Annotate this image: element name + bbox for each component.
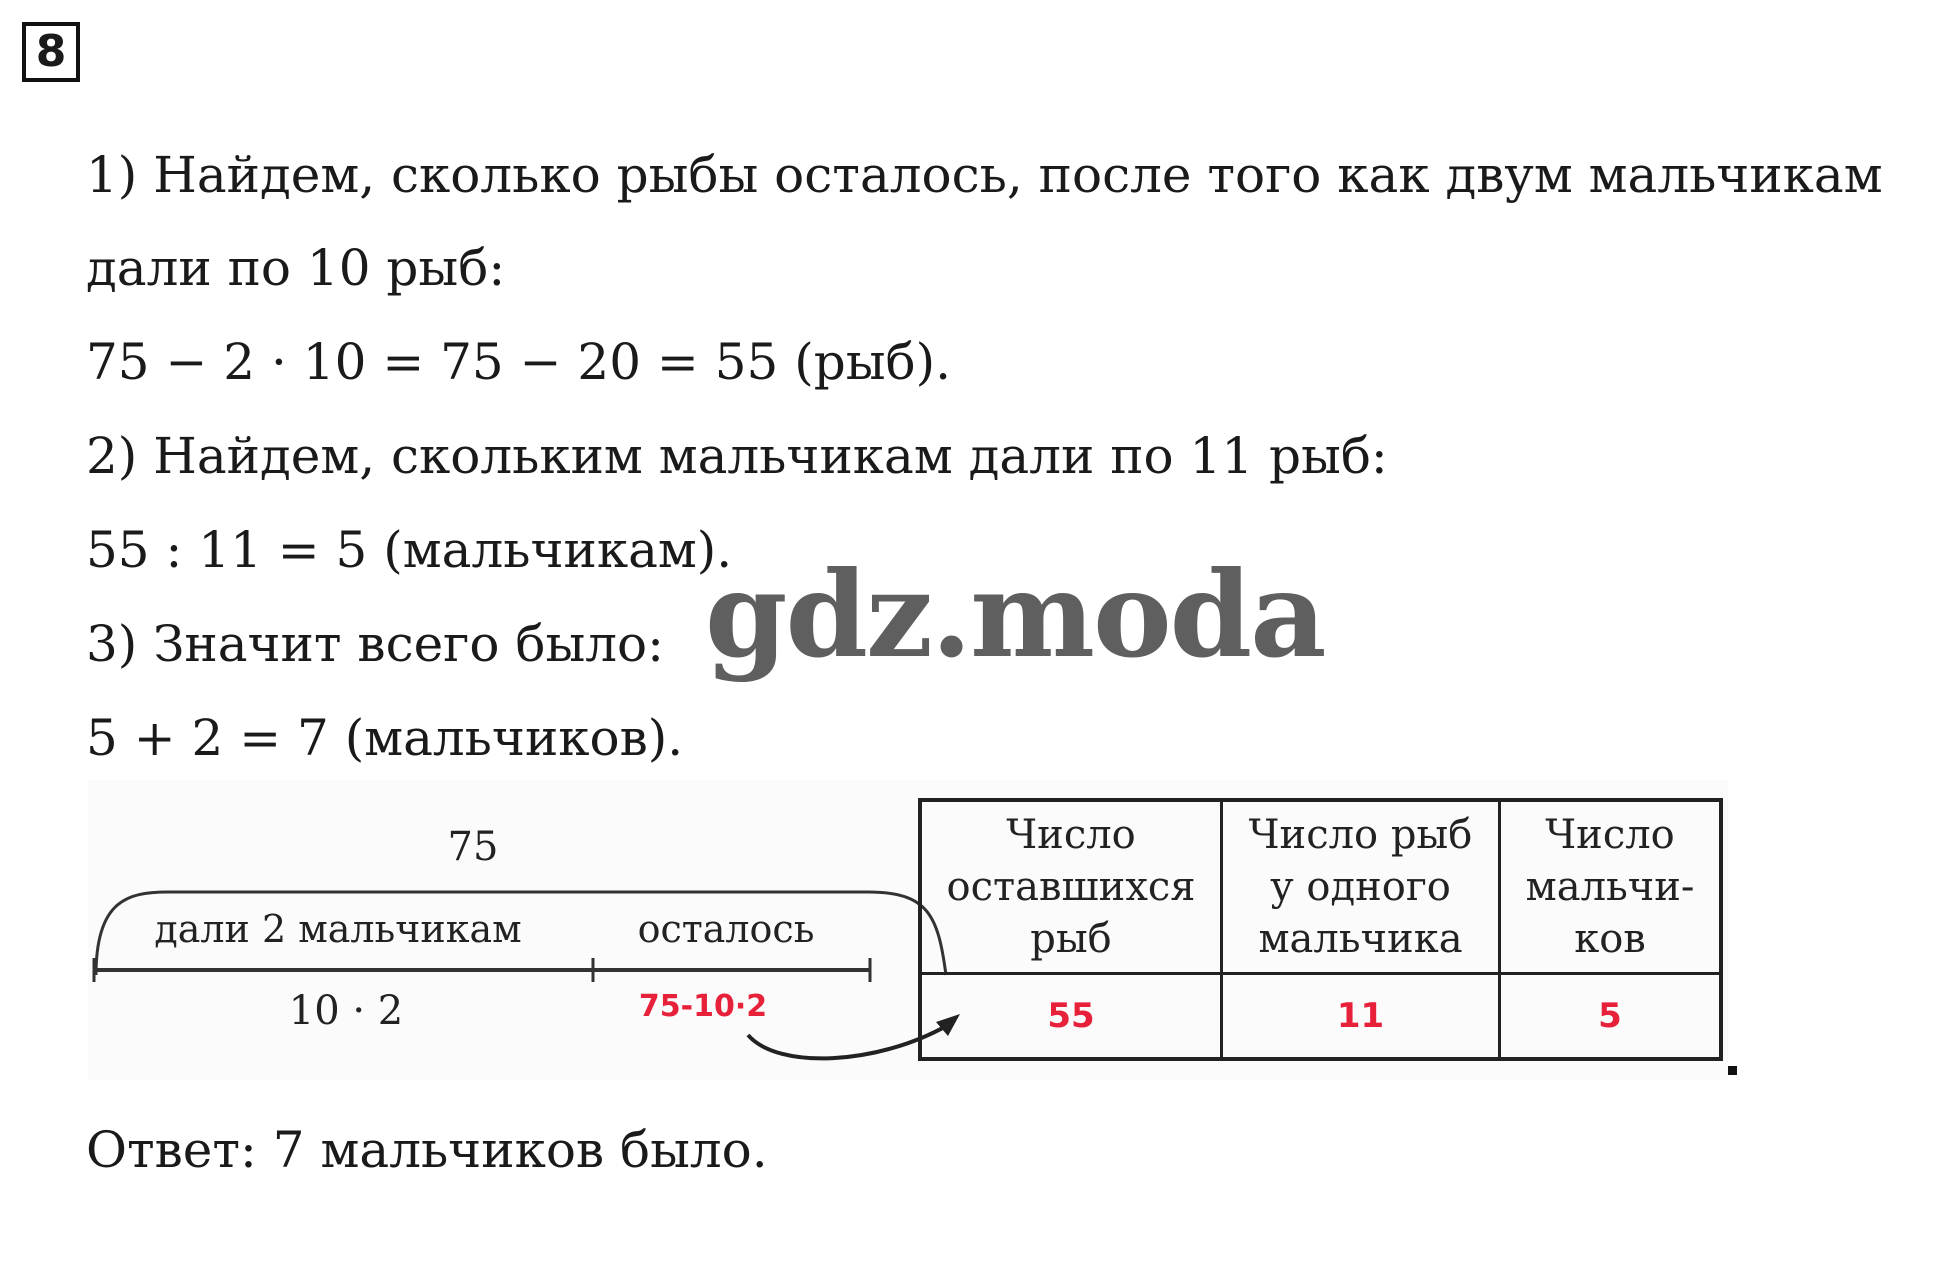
solution-step-1-calculation: 75 − 2 · 10 = 75 − 20 = 55 (рыб).	[86, 333, 952, 391]
scheme-part2-label: осталось	[637, 907, 815, 951]
header-line: мальчика	[1258, 916, 1463, 962]
task-number-badge: 8	[22, 22, 80, 82]
table-row	[920, 974, 1721, 1060]
table-cell-fish-per-boy: 11	[1222, 974, 1500, 1060]
answer-line: Ответ: 7 мальчиков было.	[86, 1121, 768, 1179]
solution-step-1-line-1: 1) Найдем, сколько рыбы осталось, после того как двум мальчикам	[86, 146, 1883, 204]
table-header-cell	[1222, 800, 1500, 974]
table-cell-remaining-fish: 55	[920, 974, 1222, 1060]
header-line: Число	[1545, 812, 1675, 858]
header-line: у одного	[1270, 864, 1451, 910]
data-table	[918, 798, 1723, 1061]
scheme-part1-label: дали 2 мальчикам	[154, 907, 522, 951]
table-header-row	[920, 800, 1721, 974]
solution-step-3-calculation: 5 + 2 = 7 (мальчиков).	[86, 709, 684, 767]
scheme-part1-value: 10 · 2	[288, 988, 404, 1034]
period-mark	[1728, 1066, 1737, 1075]
problem-figure	[88, 780, 1728, 1080]
header-line: рыб	[1030, 916, 1112, 962]
table-cell-boys-count: 5	[1500, 974, 1722, 1060]
table-header-cell	[1500, 800, 1722, 974]
table-header-cell	[920, 800, 1222, 974]
scheme-total-label: 75	[447, 824, 499, 870]
header-line: мальчи-	[1525, 864, 1695, 910]
header-line: Число	[1006, 812, 1136, 858]
solution-step-2: 2) Найдем, скольким мальчикам дали по 11 рыб:	[86, 427, 1388, 485]
header-line: оставшихся	[946, 864, 1196, 910]
solution-step-1-line-2: дали по 10 рыб:	[86, 239, 506, 297]
solution-step-3: 3) Значит всего было:	[86, 615, 664, 673]
header-line: Число рыб	[1248, 812, 1473, 858]
header-line: ков	[1574, 916, 1646, 962]
watermark-logo: gdz.moda	[705, 545, 1325, 684]
scheme-part2-value: 75-10·2	[638, 989, 768, 1024]
solution-step-2-calculation: 55 : 11 = 5 (мальчикам).	[86, 521, 733, 579]
